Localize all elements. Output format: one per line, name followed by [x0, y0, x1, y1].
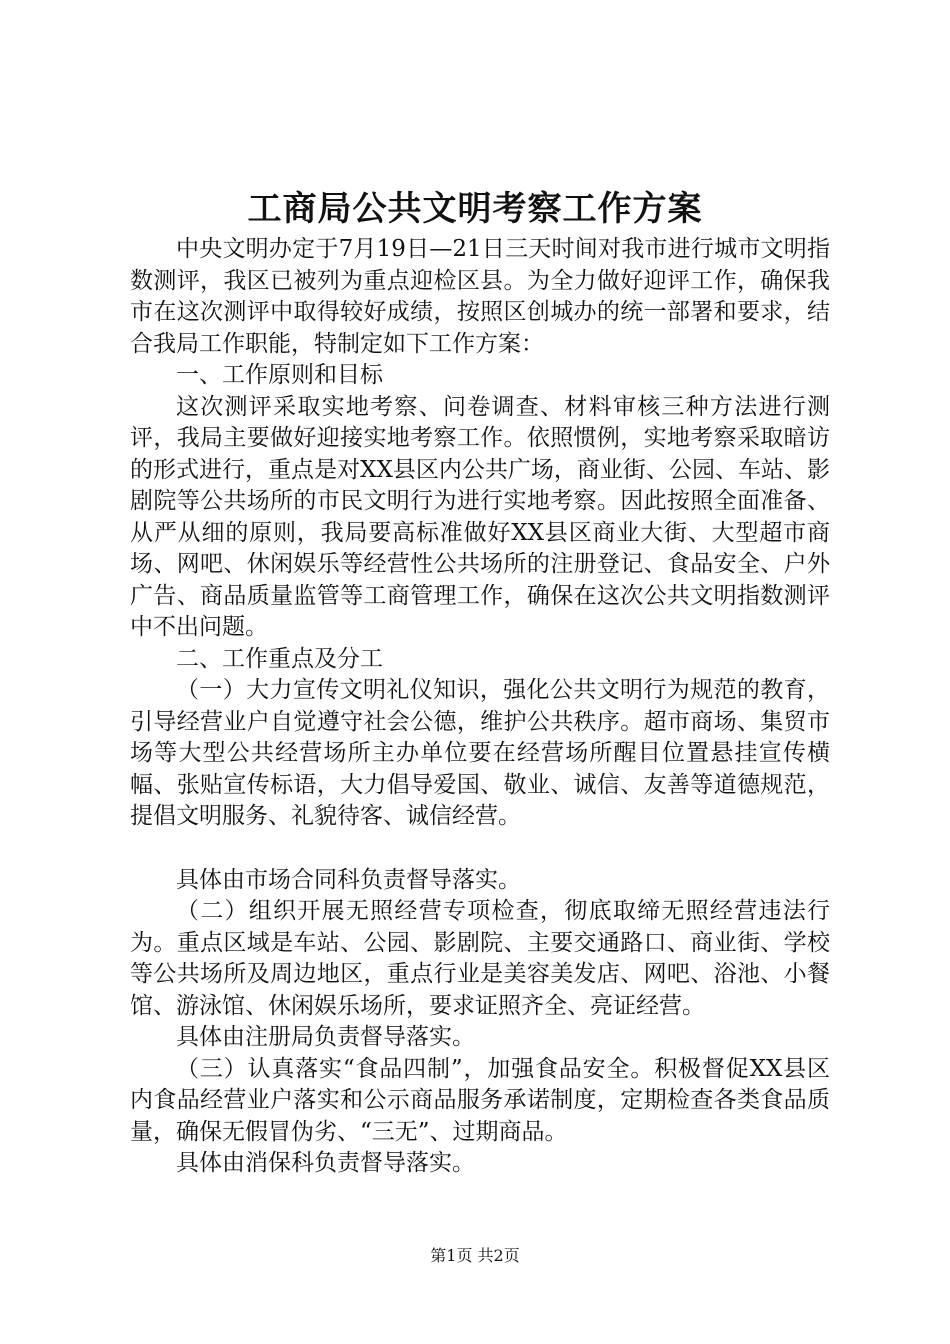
item-one-paragraph: （一）大力宣传文明礼仪知识，强化公共文明行为规范的教育，引导经营业户自觉遵守社会公德，维护公共秩序。超市商场、集贸市场等大型公共经营场所主办单位要在经营场所醒目位置悬挂宣传横幅、张贴宣传标语，大力倡导爱国、敬业、诚信、友善等道德规范，提倡文明服务、礼貌待客、诚信经营。 [130, 677, 830, 829]
document-body [130, 234, 830, 1180]
document-title: 工商局公共文明考察工作方案 [247, 189, 703, 229]
page-indicator: 第1页 共2页 [430, 1246, 520, 1265]
item-three-paragraph: （三）认真落实“食品四制”，加强食品安全。积极督促XX县区内食品经营业户落实和公示商品服务承诺制度，定期检查各类食品质量，确保无假冒伪劣、“三无”、过期商品。 [130, 1055, 830, 1145]
principles-paragraph: 这次测评采取实地考察、问卷调查、材料审核三种方法进行测评，我局主要做好迎接实地考察工作。依照惯例，实地考察采取暗访的形式进行，重点是对XX县区内公共广场，商业街、公园、车站、影剧院等公共场所的市民文明行为进行实地考察。因此按照全面准备、从严从细的原则，我局要高标准做好XX县区商业大街、大型超市商场、网吧、休闲娱乐等经营性公共场所的注册登记、食品安全、户外广告、商品质量监管等工商管理工作，确保在这次公共文明指数测评中不出问题。 [130, 393, 830, 640]
section-heading-principles: 一、工作原则和目标 [176, 362, 383, 388]
section-heading-focus: 二、工作重点及分工 [176, 645, 383, 672]
item-three-responsibility: 具体由消保科负责督导落实。 [176, 1150, 475, 1176]
intro-paragraph: 中央文明办定于7月19日—21日三天时间对我市进行城市文明指数测评，我区已被列为重点迎检区县。为全力做好迎评工作，确保我市在这次测评中取得较好成绩，按照区创城办的统一部署和要求，结合我局工作职能，特制定如下工作方案： [130, 236, 830, 357]
item-one-responsibility: 具体由市场合同科负责督导落实。 [176, 866, 521, 893]
item-two-responsibility: 具体由注册局负责督导落实。 [176, 1024, 475, 1050]
item-two-paragraph: （二）组织开展无照经营专项检查，彻底取缔无照经营违法行为。重点区域是车站、公园、影剧院、主要交通路口、商业街、学校等公共场所及周边地区，重点行业是美容美发店、网吧、浴池、小餐馆、游泳馆、休闲娱乐场所，要求证照齐全、亮证经营。 [130, 898, 830, 1019]
